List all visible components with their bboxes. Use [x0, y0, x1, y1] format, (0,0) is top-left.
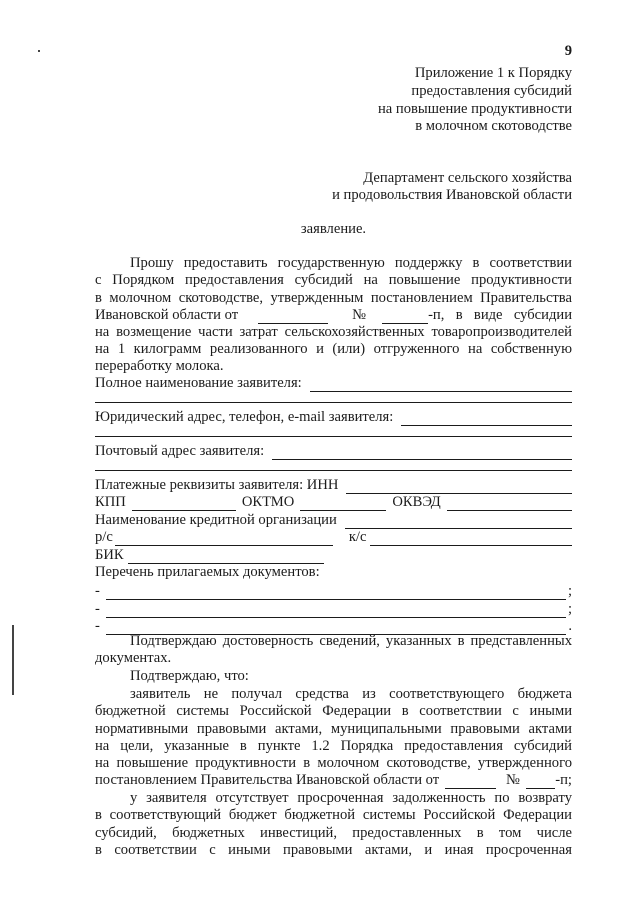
clause2-line-4: в соответствии с иными правовыми актами, и иная просроченная — [95, 842, 572, 858]
list-item-end: ; — [567, 601, 572, 617]
legal-address-label: Юридический адрес, телефон, e-mail заявителя: — [95, 409, 394, 425]
clause1-line-1: заявитель не получал средства из соответствующего бюджета — [130, 686, 572, 702]
legal-address-continuation — [95, 424, 572, 437]
bank-name-label: Наименование кредитной организации — [95, 512, 337, 528]
request-number-label: № — [352, 307, 367, 323]
document-input-1[interactable] — [106, 587, 566, 600]
clause1-line-6 — [95, 771, 572, 789]
request-line-4 — [95, 306, 572, 324]
clause1-line-3: нормативными правовыми актами, муниципальными правовыми актами — [95, 721, 572, 737]
kpp-input[interactable] — [132, 498, 236, 511]
clause1-date-label: постановлением Правительства Ивановской области от — [95, 772, 440, 788]
appendix-line-3: на повышение продуктивности — [377, 101, 572, 117]
request-line-2: с Порядком предоставления субсидий на повышение продуктивности — [95, 272, 572, 288]
scan-edge-mark — [12, 625, 14, 695]
bik-row — [95, 546, 572, 564]
okved-input[interactable] — [447, 498, 572, 511]
list-item-end: ; — [567, 583, 572, 599]
full-name-input-2[interactable] — [95, 390, 572, 403]
clause1-number-label: № — [505, 772, 520, 788]
confirm-line-2: документах. — [95, 650, 172, 666]
bank-name-row — [95, 511, 572, 529]
account-input[interactable] — [115, 533, 333, 546]
documents-list-label: Перечень прилагаемых документов: — [95, 564, 320, 580]
request-line-3: в молочном скотоводстве, утвержденным постановлением Правительства — [95, 290, 572, 306]
scan-speck — [38, 50, 40, 52]
documents-list-item-1 — [95, 582, 572, 600]
list-item-dash: - — [95, 601, 100, 617]
clause2-line-2: в соответствующий бюджет бюджетной системы Российской Федерации — [95, 807, 572, 823]
clause1-line-4: на цели, указанные в пункте 1.2 Порядка предоставления субсидий — [95, 738, 572, 754]
request-line-1: Прошу предоставить государственную поддержку в соответствии — [130, 255, 572, 271]
payment-details-row — [95, 476, 572, 494]
oktmo-input[interactable] — [300, 498, 386, 511]
legal-address-input-2[interactable] — [95, 424, 572, 437]
accounts-row — [95, 528, 572, 546]
postal-address-input-2[interactable] — [95, 458, 572, 471]
codes-row — [95, 493, 572, 511]
request-number-suffix: -п, в виде субсидии — [428, 307, 572, 323]
corr-account-input[interactable] — [370, 533, 572, 546]
list-item-end: . — [568, 618, 572, 634]
request-line-5: на возмещение части затрат сельскохозяйственных товаропроизводителей — [95, 324, 572, 340]
addressee-line-1: Департамент сельского хозяйства — [363, 170, 572, 186]
request-line-6: на 1 килограмм реализованного и (или) отгруженного на собственную — [95, 341, 572, 357]
appendix-line-2: предоставления субсидий — [411, 83, 572, 99]
clause2-line-3: субсидий, бюджетных инвестиций, предоставленных в том числе — [95, 825, 572, 841]
confirm-line-3: Подтверждаю, что: — [130, 668, 249, 684]
corr-account-label: к/с — [348, 529, 367, 545]
full-name-label: Полное наименование заявителя: — [95, 375, 302, 391]
appendix-line-1: Приложение 1 к Порядку — [414, 65, 572, 81]
clause1-number-blank[interactable] — [526, 776, 555, 789]
documents-list-item-2 — [95, 600, 572, 618]
bik-label: БИК — [95, 547, 124, 563]
clause1-date-blank[interactable] — [445, 776, 496, 789]
clause1-line-5: на повышение продуктивности в молочном скотоводстве, утвержденного — [95, 755, 572, 771]
account-label: р/с — [95, 529, 113, 545]
postal-address-label: Почтовый адрес заявителя: — [95, 443, 265, 459]
postal-address-continuation — [95, 458, 572, 471]
request-date-label: Ивановской области от — [95, 307, 239, 323]
okved-label: ОКВЭД — [392, 494, 441, 510]
document-title: заявление. — [300, 221, 367, 237]
list-item-dash: - — [95, 618, 100, 634]
page-number: 9 — [564, 43, 572, 59]
oktmo-label: ОКТМО — [241, 494, 295, 510]
clause2-line-1: у заявителя отсутствует просроченная задолженность по возврату — [130, 790, 572, 806]
full-name-continuation — [95, 390, 572, 403]
list-item-dash: - — [95, 583, 100, 599]
payment-details-label: Платежные реквизиты заявителя: ИНН — [95, 477, 339, 493]
request-line-7: переработку молока. — [95, 358, 224, 374]
clause1-line-2: бюджетной системы Российской Федерации в соответствии с иными — [95, 703, 572, 719]
addressee-line-2: и продовольствия Ивановской области — [332, 187, 572, 203]
clause1-number-suffix: -п; — [555, 772, 572, 788]
appendix-line-4: в молочном скотоводстве — [415, 118, 572, 134]
kpp-label: КПП — [95, 494, 126, 510]
confirm-line-1: Подтверждаю достоверность сведений, указанных в представленных — [130, 633, 572, 649]
